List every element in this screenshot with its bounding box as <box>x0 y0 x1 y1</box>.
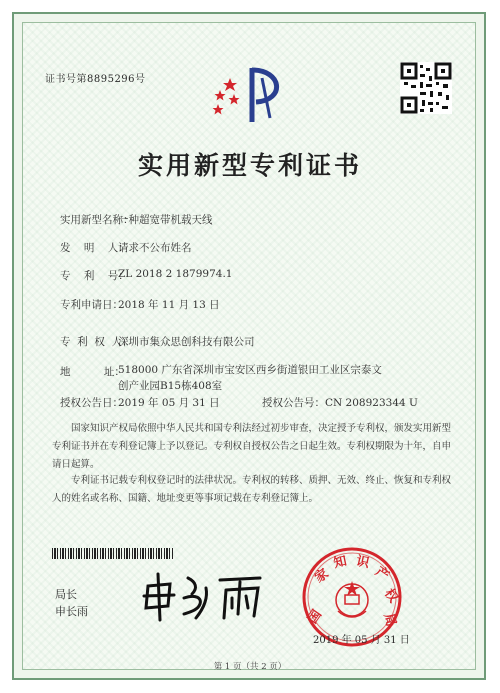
director-signature-icon <box>140 568 270 623</box>
barcode <box>52 548 174 559</box>
svg-text:产: 产 <box>372 564 392 585</box>
field-value: 2019 年 05 月 31 日 <box>118 397 220 409</box>
certificate-title: 实用新型专利证书 <box>137 151 362 180</box>
svg-text:国: 国 <box>305 607 326 627</box>
director-name: 申长雨 <box>55 605 88 618</box>
field-grant-number: 授权公告号：CN 208923344 U <box>262 397 418 409</box>
field-value: 518000 广东省深圳市宝安区西乡街道银田工业区宗泰文创产业园B15栋408室 <box>118 364 382 392</box>
svg-text:识: 识 <box>354 553 371 572</box>
certificate-number: 证书号第8895296号 <box>45 74 146 85</box>
cnipa-logo-icon <box>200 60 300 130</box>
svg-text:局: 局 <box>380 611 399 629</box>
field-label: 地 址： <box>60 366 125 378</box>
body-paragraph: 专利证书记载专利权登记时的法律状况。专利权的转移、质押、无效、终止、恢复和专利权人的姓名或名称、国籍、地址变更等事项记载在专利登记簿上。 <box>52 475 452 504</box>
field-label: 授权公告日： <box>60 397 123 409</box>
field-label: 专利申请日： <box>60 299 123 311</box>
field-label: 发 明 人： <box>60 242 129 254</box>
svg-text:权: 权 <box>380 586 401 606</box>
field-label: 专 利 号： <box>60 270 129 282</box>
field-value: 2018 年 11 月 13 日 <box>118 299 220 311</box>
director-title: 局长 <box>55 588 77 601</box>
field-value: ZL 2018 2 1879974.1 <box>118 268 233 280</box>
page-footer: 第 1 页（共 2 页） <box>213 662 287 672</box>
seal-date: 2019 年 05 月 31 日 <box>313 635 410 646</box>
qr-code-icon <box>400 62 452 114</box>
field-label: 实用新型名称： <box>60 214 134 226</box>
field-value: 一种超宽带机载天线 <box>118 214 213 226</box>
field-value: 请求不公布姓名 <box>118 242 192 254</box>
svg-text:知: 知 <box>332 553 349 572</box>
field-label: 专 利 权 人： <box>60 336 133 348</box>
field-value: 深圳市集众思创科技有限公司 <box>118 336 255 348</box>
svg-text:家: 家 <box>312 566 332 587</box>
body-paragraph: 国家知识产权局依照中华人民共和国专利法经过初步审查，决定授予专利权，颁发实用新型专利证书并在专利登记簿上予以登记。专利权自授权公告之日起生效。专利权期限为十年，自申请日起算。 <box>52 423 452 470</box>
